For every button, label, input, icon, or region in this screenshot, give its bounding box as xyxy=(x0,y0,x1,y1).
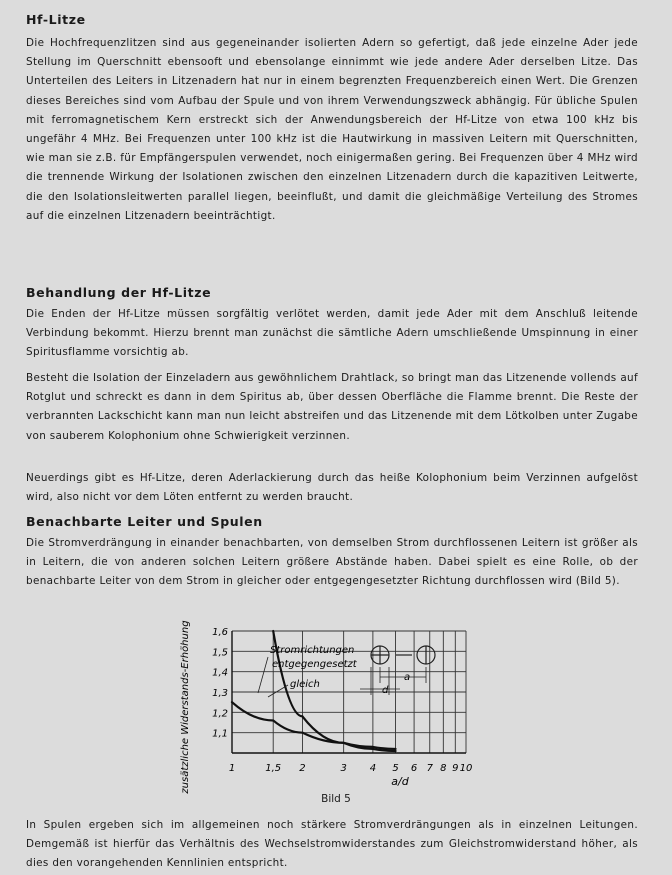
label-leader-opposite xyxy=(258,657,268,693)
paragraph-behandlung-2: Besteht die Isolation der Einzeladern aus gewöhnlichem Drahtlack, so bringt man das Litzenende vollends auf Rotglut und schreckt es dann in dem Spiritus ab, über dessen Oberfläche die Flamme brennt. Die Reste der verbrannten Lackschicht kann man nun leicht abstreifen und das Litzenende mit dem Lötkolben unter Zugabe von sauberem Kolophonium ohne Schwierigkeit verzinnen. xyxy=(26,372,638,442)
x-tick-label: 5 xyxy=(392,763,399,774)
chart-y-axis xyxy=(212,627,228,740)
section-heading-behandlung: Behandlung der Hf-Litze xyxy=(26,285,212,300)
x-tick-label: 9 xyxy=(452,763,459,774)
y-tick-label: 1,5 xyxy=(212,647,228,659)
y-tick-label: 1,2 xyxy=(212,708,228,720)
figure-bild-5 xyxy=(0,615,672,815)
paragraph-hf-litze: Die Hochfrequenzlitzen sind aus gegeneinander isolierten Adern so gefertigt, daß jede einzelne Ader jede Stellung im Querschnitt ebensooft und ebensolange einnimmt wie jede andere Ader derselben Litze. Das Unterteilen des Leiters in Litzenadern hat nur in einem begrenzten Frequenzbereich einen Wert. Die Grenzen dieses Bereiches sind vom Aufbau der Spule und von ihrem Verwendungszweck abhängig. Für übliche Spulen mit ferromagnetischem Kern erstreckt sich der Anwendungsbereich der Hf-Litze von etwa 100 kHz bis ungefähr 4 MHz. Bei Frequenzen unter 100 kHz ist die Hautwirkung in massiven Leitern mit Querschnitten, wie man sie z.B. für Empfängerspulen verwendet, noch einigermaßen gering. Bei Frequenzen über 4 MHz wird die trennende Wirkung der Isolationen zwischen den einzelnen Litzenadern durch die kapazitiven Leitwerte, die den Isolationsleitwerten parallel liegen, beeinflußt, und damit die gleichmäßige Verteilung des Stromes auf die einzelnen Litzenadern beeinträchtigt. xyxy=(26,37,638,222)
x-tick-label: 4 xyxy=(369,763,377,774)
y-tick-label: 1,1 xyxy=(212,728,228,740)
conductor-diagram xyxy=(360,646,435,696)
x-tick-label: 10 xyxy=(459,763,473,774)
section-heading-hf-litze: Hf-Litze xyxy=(26,12,86,27)
paragraph-behandlung-1: Die Enden der Hf-Litze müssen sorgfältig verlötet werden, damit jede Ader mit dem Anschluß leitende Verbindung bekommt. Hierzu brennt man zunächst die sämtliche Adern umschließende Umspinnung in einer Spiritusflamme vorsichtig ab. xyxy=(26,308,638,359)
y-tick-label: 1,6 xyxy=(212,627,228,638)
symbol-d: d xyxy=(382,685,389,696)
figure-caption: Bild 5 xyxy=(321,793,351,805)
label-entgegengesetzt: entgegengesetzt xyxy=(272,659,357,670)
paragraph-benachbarte: Die Stromverdrängung in einander benachbarten, von demselben Strom durchflossenen Leitern ist größer als in Leitern, die von anderen solchen Leitern größere Abstände haben. Dabei spielt es eine Rolle, ob der benachbarte Leiter von dem Strom in gleicher oder entgegengesetzter Richtung durchflossen wird (Bild 5). xyxy=(26,537,638,588)
y-axis-label: zusätzliche Widerstands-Erhöhung xyxy=(180,620,191,794)
paragraph-behandlung-3: Neuerdings gibt es Hf-Litze, deren Aderlackierung durch das heiße Kolophonium beim Verzinnen aufgelöst wird, also nicht vor dem Löten entfernt zu werden braucht. xyxy=(26,472,638,504)
x-axis-label: a/d xyxy=(391,775,409,788)
label-gleich: gleich xyxy=(290,679,320,690)
x-tick-label: 1,5 xyxy=(265,763,282,774)
series-line-gleich xyxy=(232,702,396,749)
label-leader-same xyxy=(268,685,288,697)
x-tick-label: 8 xyxy=(440,763,447,774)
section-heading-benachbarte: Benachbarte Leiter und Spulen xyxy=(26,514,263,529)
label-stromrichtungen: Stromrichtungen xyxy=(270,645,355,656)
y-tick-label: 1,4 xyxy=(212,667,228,679)
paragraph-spulen: In Spulen ergeben sich im allgemeinen noch stärkere Stromverdrängungen als in einzelnen Leitungen. Demgemäß ist hierfür das Verhältnis des Wechselstromwiderstandes zum Gleichstromwiderstand höher, als dies den vorangehenden Kennlinien entspricht. xyxy=(26,819,638,870)
x-tick-label: 1 xyxy=(228,763,236,774)
x-tick-label: 3 xyxy=(340,763,347,774)
x-tick-label: 6 xyxy=(410,763,418,774)
x-tick-label: 7 xyxy=(426,763,433,774)
y-tick-label: 1,3 xyxy=(212,688,228,699)
x-tick-label: 2 xyxy=(299,763,306,774)
symbol-a: a xyxy=(404,672,411,683)
chart-x-axis xyxy=(229,763,473,774)
